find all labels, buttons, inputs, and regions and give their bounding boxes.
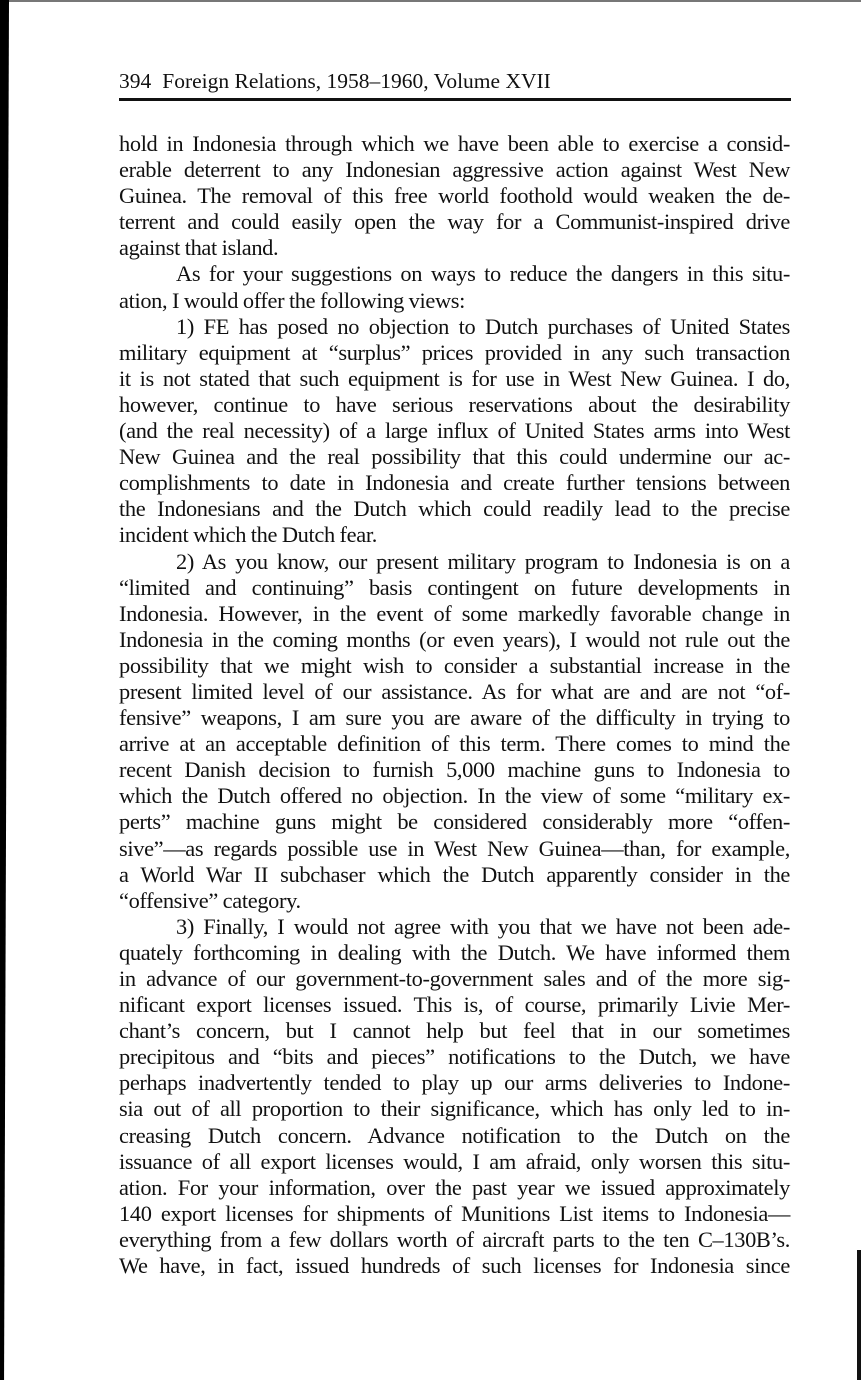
text-line: complishments to date in Indonesia and create further tensions between <box>119 470 790 496</box>
text-line: erable deterrent to any Indonesian aggressive action against West New <box>119 157 790 183</box>
scan-edge-top <box>9 0 861 2</box>
text-line: As for your suggestions on ways to reduce the dangers in this situ- <box>176 261 790 287</box>
text-line: quately forthcoming in dealing with the Dutch. We have informed them <box>119 939 790 965</box>
text-line: Indonesia. However, in the event of some markedly favorable change in <box>119 600 790 626</box>
paragraph-continuation <box>119 131 790 261</box>
running-head-title: Foreign Relations, 1958–1960, Volume XVII <box>162 69 551 93</box>
text-line: possibility that we might wish to consider a substantial increase in the <box>119 652 790 678</box>
text-line: 1) FE has posed no objection to Dutch purchases of United States <box>176 313 790 339</box>
text-line: perhaps inadvertently tended to play up our arms deliveries to Indone- <box>119 1070 790 1096</box>
text-line: Guinea. The removal of this free world foothold would weaken the de- <box>119 183 790 209</box>
scan-edge-left <box>0 0 9 1380</box>
text-line: a World War II subchaser which the Dutch apparently consider in the <box>119 861 790 887</box>
text-line: sive”—as regards possible use in West New Guinea—than, for example, <box>119 835 790 861</box>
running-head <box>119 66 790 96</box>
text-line: in advance of our government-to-government sales and of the more sig- <box>119 966 790 991</box>
text-line: 2) As you know, our present military program to Indonesia is on a <box>176 548 790 574</box>
header-rule <box>119 98 791 101</box>
body-text <box>119 131 790 1279</box>
text-line: terrent and could easily open the way for a Communist-inspired drive <box>119 209 790 235</box>
text-line: “limited and continuing” basis contingent on future developments in <box>119 574 790 600</box>
paragraph-point-3 <box>119 914 790 1279</box>
text-line: creasing Dutch concern. Advance notification to the Dutch on the <box>119 1122 790 1148</box>
page-number: 394 <box>119 69 152 93</box>
text-line: (and the real necessity) of a large influx of United States arms into West <box>119 418 790 444</box>
text-line: against that island. <box>119 235 279 261</box>
text-line: the Indonesians and the Dutch which could readily lead to the precise <box>119 496 790 522</box>
paragraph-point-1 <box>119 314 790 549</box>
text-line: which the Dutch offered no objection. In the view of some “military ex- <box>119 783 790 809</box>
text-line: issuance of all export licenses would, I am afraid, only worsen this situ- <box>119 1148 790 1174</box>
text-line: incident which the Dutch fear. <box>119 522 377 548</box>
text-line: it is not stated that such equipment is for use in West New Guinea. I do, <box>119 365 790 391</box>
text-line: everything from a few dollars worth of aircraft parts to the ten C–130B’s. <box>119 1226 790 1252</box>
text-line: present limited level of our assistance. As for what are and are not “of- <box>119 678 790 704</box>
text-line: arrive at an acceptable definition of this term. There comes to mind the <box>119 731 790 757</box>
text-line: “offensive” category. <box>119 887 301 913</box>
text-line: nificant export licenses issued. This is, of course, primarily Livie Mer- <box>119 992 790 1018</box>
text-line: perts” machine guns might be considered considerably more “offen- <box>119 809 790 835</box>
text-line: military equipment at “surplus” prices provided in any such transaction <box>119 339 790 365</box>
text-line: precipitous and “bits and pieces” notifications to the Dutch, we have <box>119 1044 790 1070</box>
text-line: chant’s concern, but I cannot help but feel that in our sometimes <box>119 1018 790 1044</box>
text-line: New Guinea and the real possibility that this could undermine our ac- <box>119 444 790 470</box>
text-line: hold in Indonesia through which we have been able to exercise a consid- <box>119 131 790 156</box>
paragraph-suggestions-intro <box>119 261 790 313</box>
text-line: recent Danish decision to furnish 5,000 machine guns to Indonesia to <box>119 757 790 783</box>
text-line: however, continue to have serious reservations about the desirability <box>119 391 790 417</box>
text-line: sia out of all proportion to their significance, which has only led to in- <box>119 1096 790 1122</box>
text-line: fensive” weapons, I am sure you are aware of the difficulty in trying to <box>119 705 790 731</box>
text-line: We have, in fact, issued hundreds of such licenses for Indonesia since <box>119 1253 790 1279</box>
scan-edge-right <box>857 1250 861 1380</box>
text-line: 140 export licenses for shipments of Munitions List items to Indonesia— <box>119 1200 790 1226</box>
text-line: ation, I would offer the following views: <box>119 287 466 313</box>
text-line: ation. For your information, over the past year we issued approximately <box>119 1174 790 1200</box>
text-line: Indonesia in the coming months (or even years), I would not rule out the <box>119 626 790 652</box>
paragraph-point-2 <box>119 549 790 914</box>
text-line: 3) Finally, I would not agree with you that we have not been ade- <box>176 913 790 939</box>
